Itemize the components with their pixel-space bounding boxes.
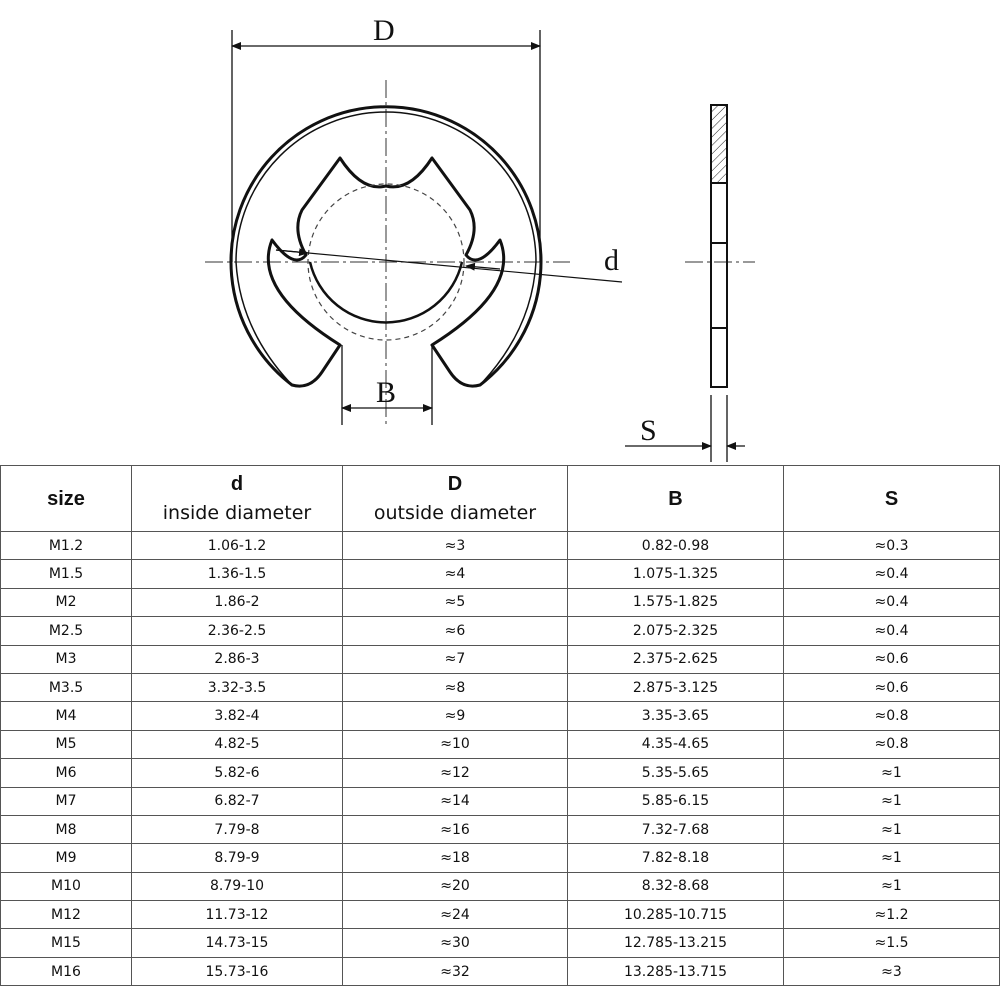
table-header-row	[1, 466, 1000, 532]
size-cell: M7	[1, 787, 132, 815]
table-body	[1, 532, 1000, 986]
dimension-d-label: d	[604, 244, 619, 277]
header-title: D	[447, 473, 463, 496]
table-row	[1, 702, 1000, 730]
inside-diameter-cell: 4.82-5	[132, 730, 343, 758]
s-cell: ≈0.8	[784, 730, 1000, 758]
outside-diameter-cell: ≈32	[343, 957, 568, 985]
s-cell: ≈0.3	[784, 532, 1000, 560]
outside-diameter-cell: ≈5	[343, 588, 568, 616]
size-cell: M1.5	[1, 560, 132, 588]
outside-diameter-cell: ≈6	[343, 617, 568, 645]
b-cell: 2.875-3.125	[568, 673, 784, 701]
header-subtitle: outside diameter	[373, 502, 537, 525]
dimension-S-label: S	[640, 414, 657, 447]
size-cell: M8	[1, 815, 132, 843]
outside-diameter-cell: ≈10	[343, 730, 568, 758]
inside-diameter-cell: 14.73-15	[132, 929, 343, 957]
table-row	[1, 645, 1000, 673]
s-cell: ≈1	[784, 815, 1000, 843]
b-cell: 2.075-2.325	[568, 617, 784, 645]
size-cell: M16	[1, 957, 132, 985]
inside-diameter-cell: 11.73-12	[132, 901, 343, 929]
b-cell: 3.35-3.65	[568, 702, 784, 730]
s-cell: ≈1.2	[784, 901, 1000, 929]
size-cell: M12	[1, 901, 132, 929]
s-cell: ≈3	[784, 957, 1000, 985]
outside-diameter-cell: ≈30	[343, 929, 568, 957]
table-row	[1, 929, 1000, 957]
inside-diameter-cell: 1.36-1.5	[132, 560, 343, 588]
s-cell: ≈1	[784, 787, 1000, 815]
inside-diameter-cell: 1.06-1.2	[132, 532, 343, 560]
size-cell: M2	[1, 588, 132, 616]
inside-diameter-cell: 8.79-9	[132, 844, 343, 872]
outside-diameter-cell: ≈16	[343, 815, 568, 843]
header-S	[784, 466, 1000, 532]
inside-diameter-cell: 2.36-2.5	[132, 617, 343, 645]
outside-diameter-cell: ≈12	[343, 759, 568, 787]
header-B	[568, 466, 784, 532]
b-cell: 13.285-13.715	[568, 957, 784, 985]
b-cell: 0.82-0.98	[568, 532, 784, 560]
table-row	[1, 872, 1000, 900]
table-row	[1, 730, 1000, 758]
header-title: B	[668, 487, 683, 510]
outside-diameter-cell: ≈9	[343, 702, 568, 730]
b-cell: 7.32-7.68	[568, 815, 784, 843]
inside-diameter-cell: 6.82-7	[132, 787, 343, 815]
header-d	[132, 466, 343, 532]
inside-diameter-cell: 5.82-6	[132, 759, 343, 787]
size-cell: M10	[1, 872, 132, 900]
header-subtitle: inside diameter	[162, 502, 312, 525]
outside-diameter-cell: ≈20	[343, 872, 568, 900]
b-cell: 5.85-6.15	[568, 787, 784, 815]
table-row	[1, 759, 1000, 787]
b-cell: 8.32-8.68	[568, 872, 784, 900]
s-cell: ≈0.6	[784, 645, 1000, 673]
outside-diameter-cell: ≈18	[343, 844, 568, 872]
inside-diameter-cell: 8.79-10	[132, 872, 343, 900]
s-cell: ≈0.6	[784, 673, 1000, 701]
outside-diameter-cell: ≈14	[343, 787, 568, 815]
table-row	[1, 532, 1000, 560]
side-view-hatched-section	[711, 105, 727, 183]
table-row	[1, 787, 1000, 815]
outside-diameter-cell: ≈3	[343, 532, 568, 560]
s-cell: ≈1.5	[784, 929, 1000, 957]
size-cell: M9	[1, 844, 132, 872]
b-cell: 1.575-1.825	[568, 588, 784, 616]
s-cell: ≈0.4	[784, 617, 1000, 645]
inside-diameter-cell: 2.86-3	[132, 645, 343, 673]
s-cell: ≈1	[784, 759, 1000, 787]
table-row	[1, 617, 1000, 645]
s-cell: ≈0.4	[784, 588, 1000, 616]
dimension-D-label: D	[373, 14, 395, 47]
outside-diameter-cell: ≈8	[343, 673, 568, 701]
b-cell: 12.785-13.215	[568, 929, 784, 957]
s-cell: ≈0.8	[784, 702, 1000, 730]
table-row	[1, 588, 1000, 616]
s-cell: ≈1	[784, 872, 1000, 900]
size-cell: M4	[1, 702, 132, 730]
e-clip-technical-drawing	[0, 0, 1000, 465]
inside-diameter-cell: 3.82-4	[132, 702, 343, 730]
b-cell: 7.82-8.18	[568, 844, 784, 872]
table-row	[1, 957, 1000, 985]
outside-diameter-cell: ≈24	[343, 901, 568, 929]
table-row	[1, 901, 1000, 929]
header-D	[343, 466, 568, 532]
header-size	[1, 466, 132, 532]
outside-diameter-cell: ≈4	[343, 560, 568, 588]
size-cell: M1.2	[1, 532, 132, 560]
dimension-d	[276, 250, 622, 282]
header-title: size	[47, 487, 85, 510]
s-cell: ≈1	[784, 844, 1000, 872]
inside-diameter-cell: 1.86-2	[132, 588, 343, 616]
size-cell: M5	[1, 730, 132, 758]
b-cell: 1.075-1.325	[568, 560, 784, 588]
e-clip-size-table	[0, 465, 1000, 986]
size-cell: M3.5	[1, 673, 132, 701]
b-cell: 10.285-10.715	[568, 901, 784, 929]
header-title: d	[230, 473, 244, 496]
side-view	[711, 105, 727, 387]
table-row	[1, 560, 1000, 588]
inside-diameter-cell: 7.79-8	[132, 815, 343, 843]
header-title: S	[884, 487, 899, 510]
center-lines	[205, 80, 755, 425]
size-cell: M15	[1, 929, 132, 957]
outside-diameter-cell: ≈7	[343, 645, 568, 673]
size-cell: M2.5	[1, 617, 132, 645]
inside-diameter-cell: 3.32-3.5	[132, 673, 343, 701]
size-cell: M6	[1, 759, 132, 787]
b-cell: 2.375-2.625	[568, 645, 784, 673]
size-cell: M3	[1, 645, 132, 673]
s-cell: ≈0.4	[784, 560, 1000, 588]
b-cell: 4.35-4.65	[568, 730, 784, 758]
dimension-B-label: B	[376, 376, 397, 409]
table-row	[1, 673, 1000, 701]
table-row	[1, 815, 1000, 843]
b-cell: 5.35-5.65	[568, 759, 784, 787]
table-row	[1, 844, 1000, 872]
inside-diameter-cell: 15.73-16	[132, 957, 343, 985]
